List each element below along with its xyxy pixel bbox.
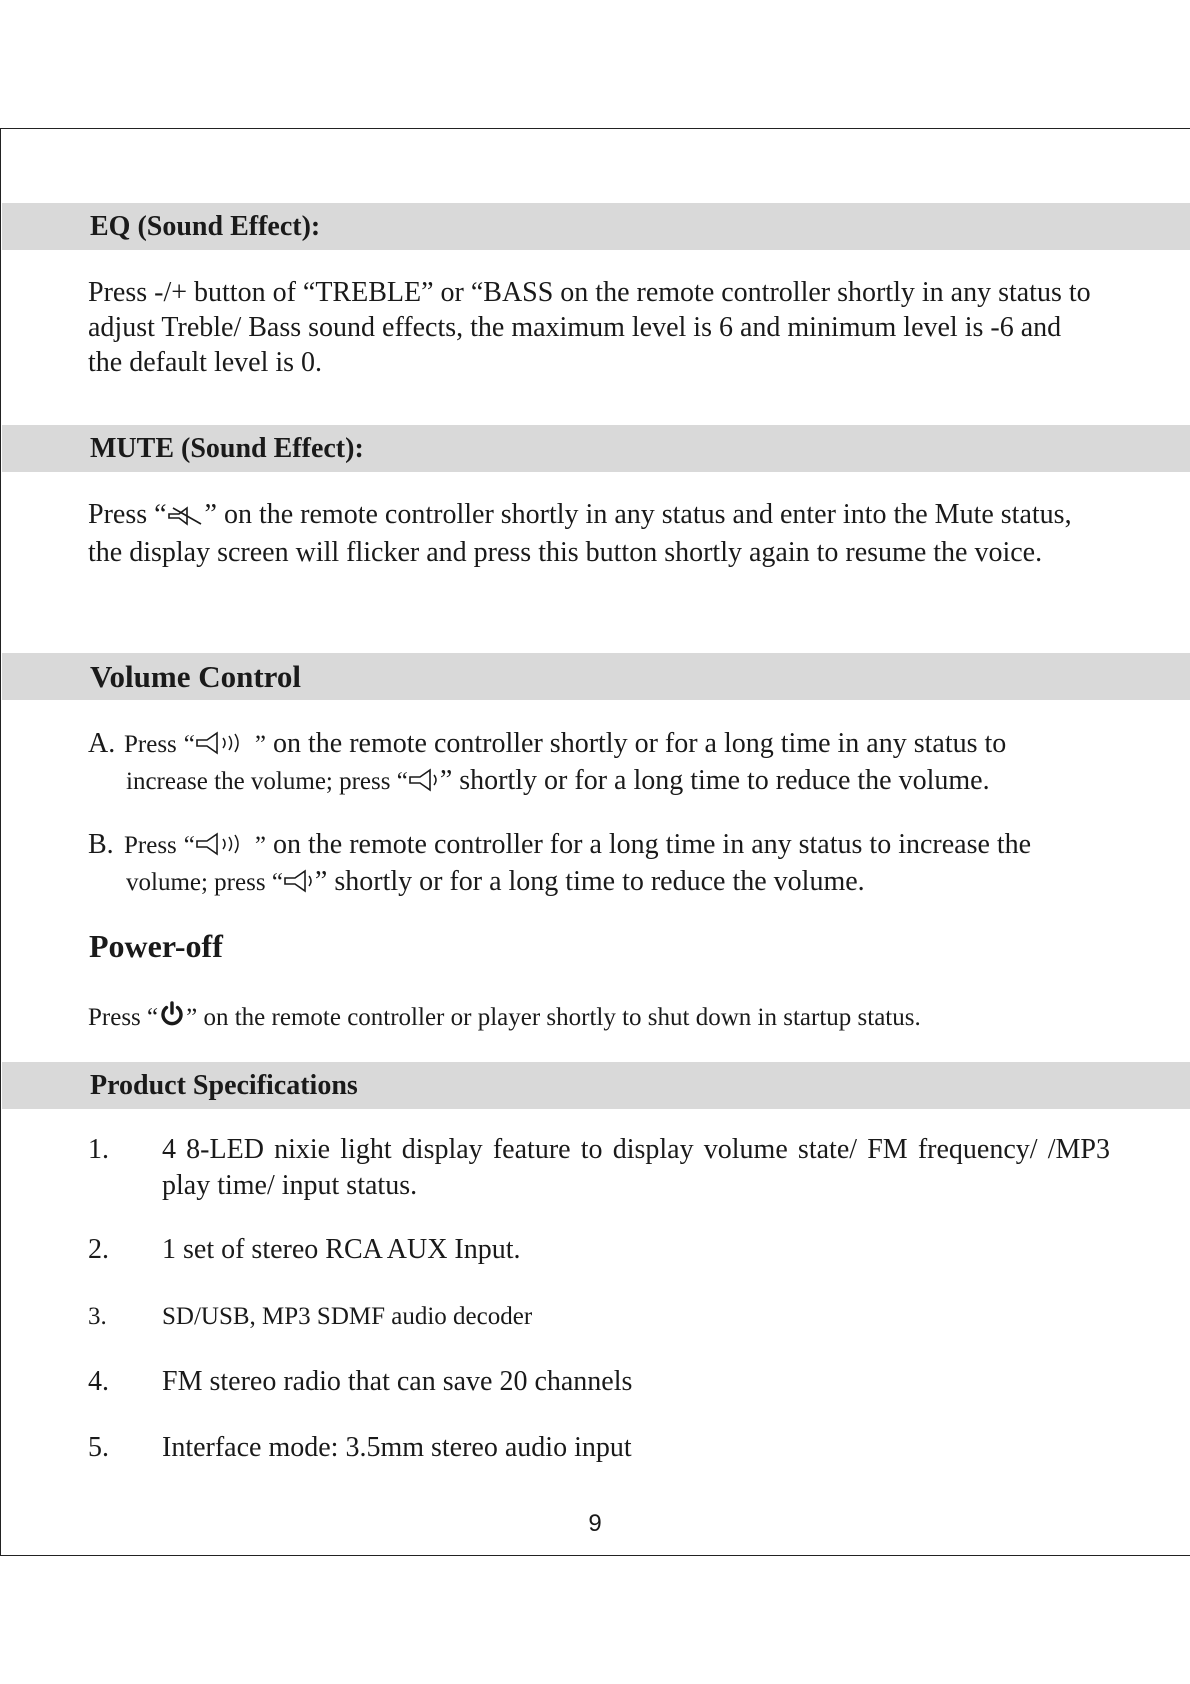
power-body-end: ” on the remote controller or player shortly to shut down in startup status. (186, 1004, 921, 1031)
power-icon (158, 1000, 186, 1038)
eq-heading-band (2, 203, 1190, 250)
volume-up-icon (195, 730, 255, 764)
volume-heading-band (2, 653, 1190, 700)
volume-item-b-press: Press (124, 832, 177, 859)
mute-body-end: ” on the remote controller shortly in any status and enter into the Mute status, the display screen will flicker and press this button shortly again to resume the voice. (88, 499, 1072, 568)
spec-item-1 (88, 1132, 1110, 1204)
volume-item-a-text2-start: increase the volume; press “ (126, 768, 408, 795)
spec-item-2 (88, 1232, 1110, 1268)
volume-item-a-press: Press (124, 731, 177, 758)
spec-item-1-text: 4 8-LED nixie light display feature to display volume state/ FM frequency/ /MP3 play time/ input status. (162, 1134, 1110, 1201)
mute-icon (167, 500, 205, 535)
mute-body (88, 497, 1098, 570)
eq-body: Press -/+ button of “TREBLE” or “BASS on the remote controller shortly in any status to adjust Treble/ Bass sound effects, the maximum level is 6 and minimum level is -6 and the default level is 0. (88, 277, 1091, 378)
volume-item-b-close-quote: ” (254, 832, 267, 859)
spec-item-2-number: 2. (88, 1234, 109, 1265)
volume-item-a-letter: A. (88, 728, 116, 759)
volume-item-b-line2 (88, 865, 1108, 902)
volume-down-icon (408, 767, 440, 801)
volume-item-a-line2 (88, 764, 1108, 801)
spec-item-3 (88, 1299, 1110, 1335)
volume-heading: Volume Control (90, 658, 301, 694)
spec-item-5 (88, 1430, 1110, 1466)
volume-item-a-close-quote: ” (254, 731, 267, 758)
spec-item-3-number: 3. (88, 1303, 107, 1330)
eq-heading: EQ (Sound Effect): (90, 210, 321, 242)
specs-heading: Product Specifications (90, 1069, 358, 1101)
spec-item-5-text: Interface mode: 3.5mm stereo audio input (162, 1432, 632, 1463)
specs-heading-band (2, 1062, 1190, 1109)
volume-up-icon (195, 831, 255, 865)
mute-heading: MUTE (Sound Effect): (90, 432, 364, 464)
power-body (88, 1000, 1148, 1038)
volume-down-icon (283, 868, 315, 902)
spec-item-4-number: 4. (88, 1366, 109, 1397)
spec-item-5-number: 5. (88, 1432, 109, 1463)
volume-item-b-text2-end: ” shortly or for a long time to reduce the volume. (314, 866, 865, 897)
mute-heading-band (2, 425, 1190, 472)
volume-item-a (88, 727, 1108, 801)
volume-item-b-open-quote: “ (183, 832, 195, 859)
volume-item-b-text1: on the remote controller for a long time in any status to increase the (266, 829, 1032, 860)
volume-item-a-text1: on the remote controller shortly or for a long time in any status to (266, 728, 1007, 759)
volume-item-b-letter: B. (88, 829, 114, 860)
power-body-start: Press “ (88, 1004, 159, 1031)
volume-item-a-text2-end: ” shortly or for a long time to reduce the volume. (439, 765, 990, 796)
volume-item-a-open-quote: “ (183, 731, 195, 758)
page-number: 9 (588, 1510, 602, 1537)
spec-item-2-text: 1 set of stereo RCA AUX Input. (162, 1234, 521, 1265)
spec-item-1-number: 1. (88, 1134, 109, 1165)
spec-item-4 (88, 1364, 1110, 1400)
volume-item-b (88, 828, 1108, 902)
mute-body-start: Press “ (88, 499, 167, 530)
power-heading: Power-off (89, 928, 223, 964)
spec-item-4-text: FM stereo radio that can save 20 channels (162, 1366, 633, 1397)
spec-item-3-text: SD/USB, MP3 SDMF audio decoder (162, 1303, 533, 1330)
volume-item-b-text2-start: volume; press “ (126, 869, 283, 896)
